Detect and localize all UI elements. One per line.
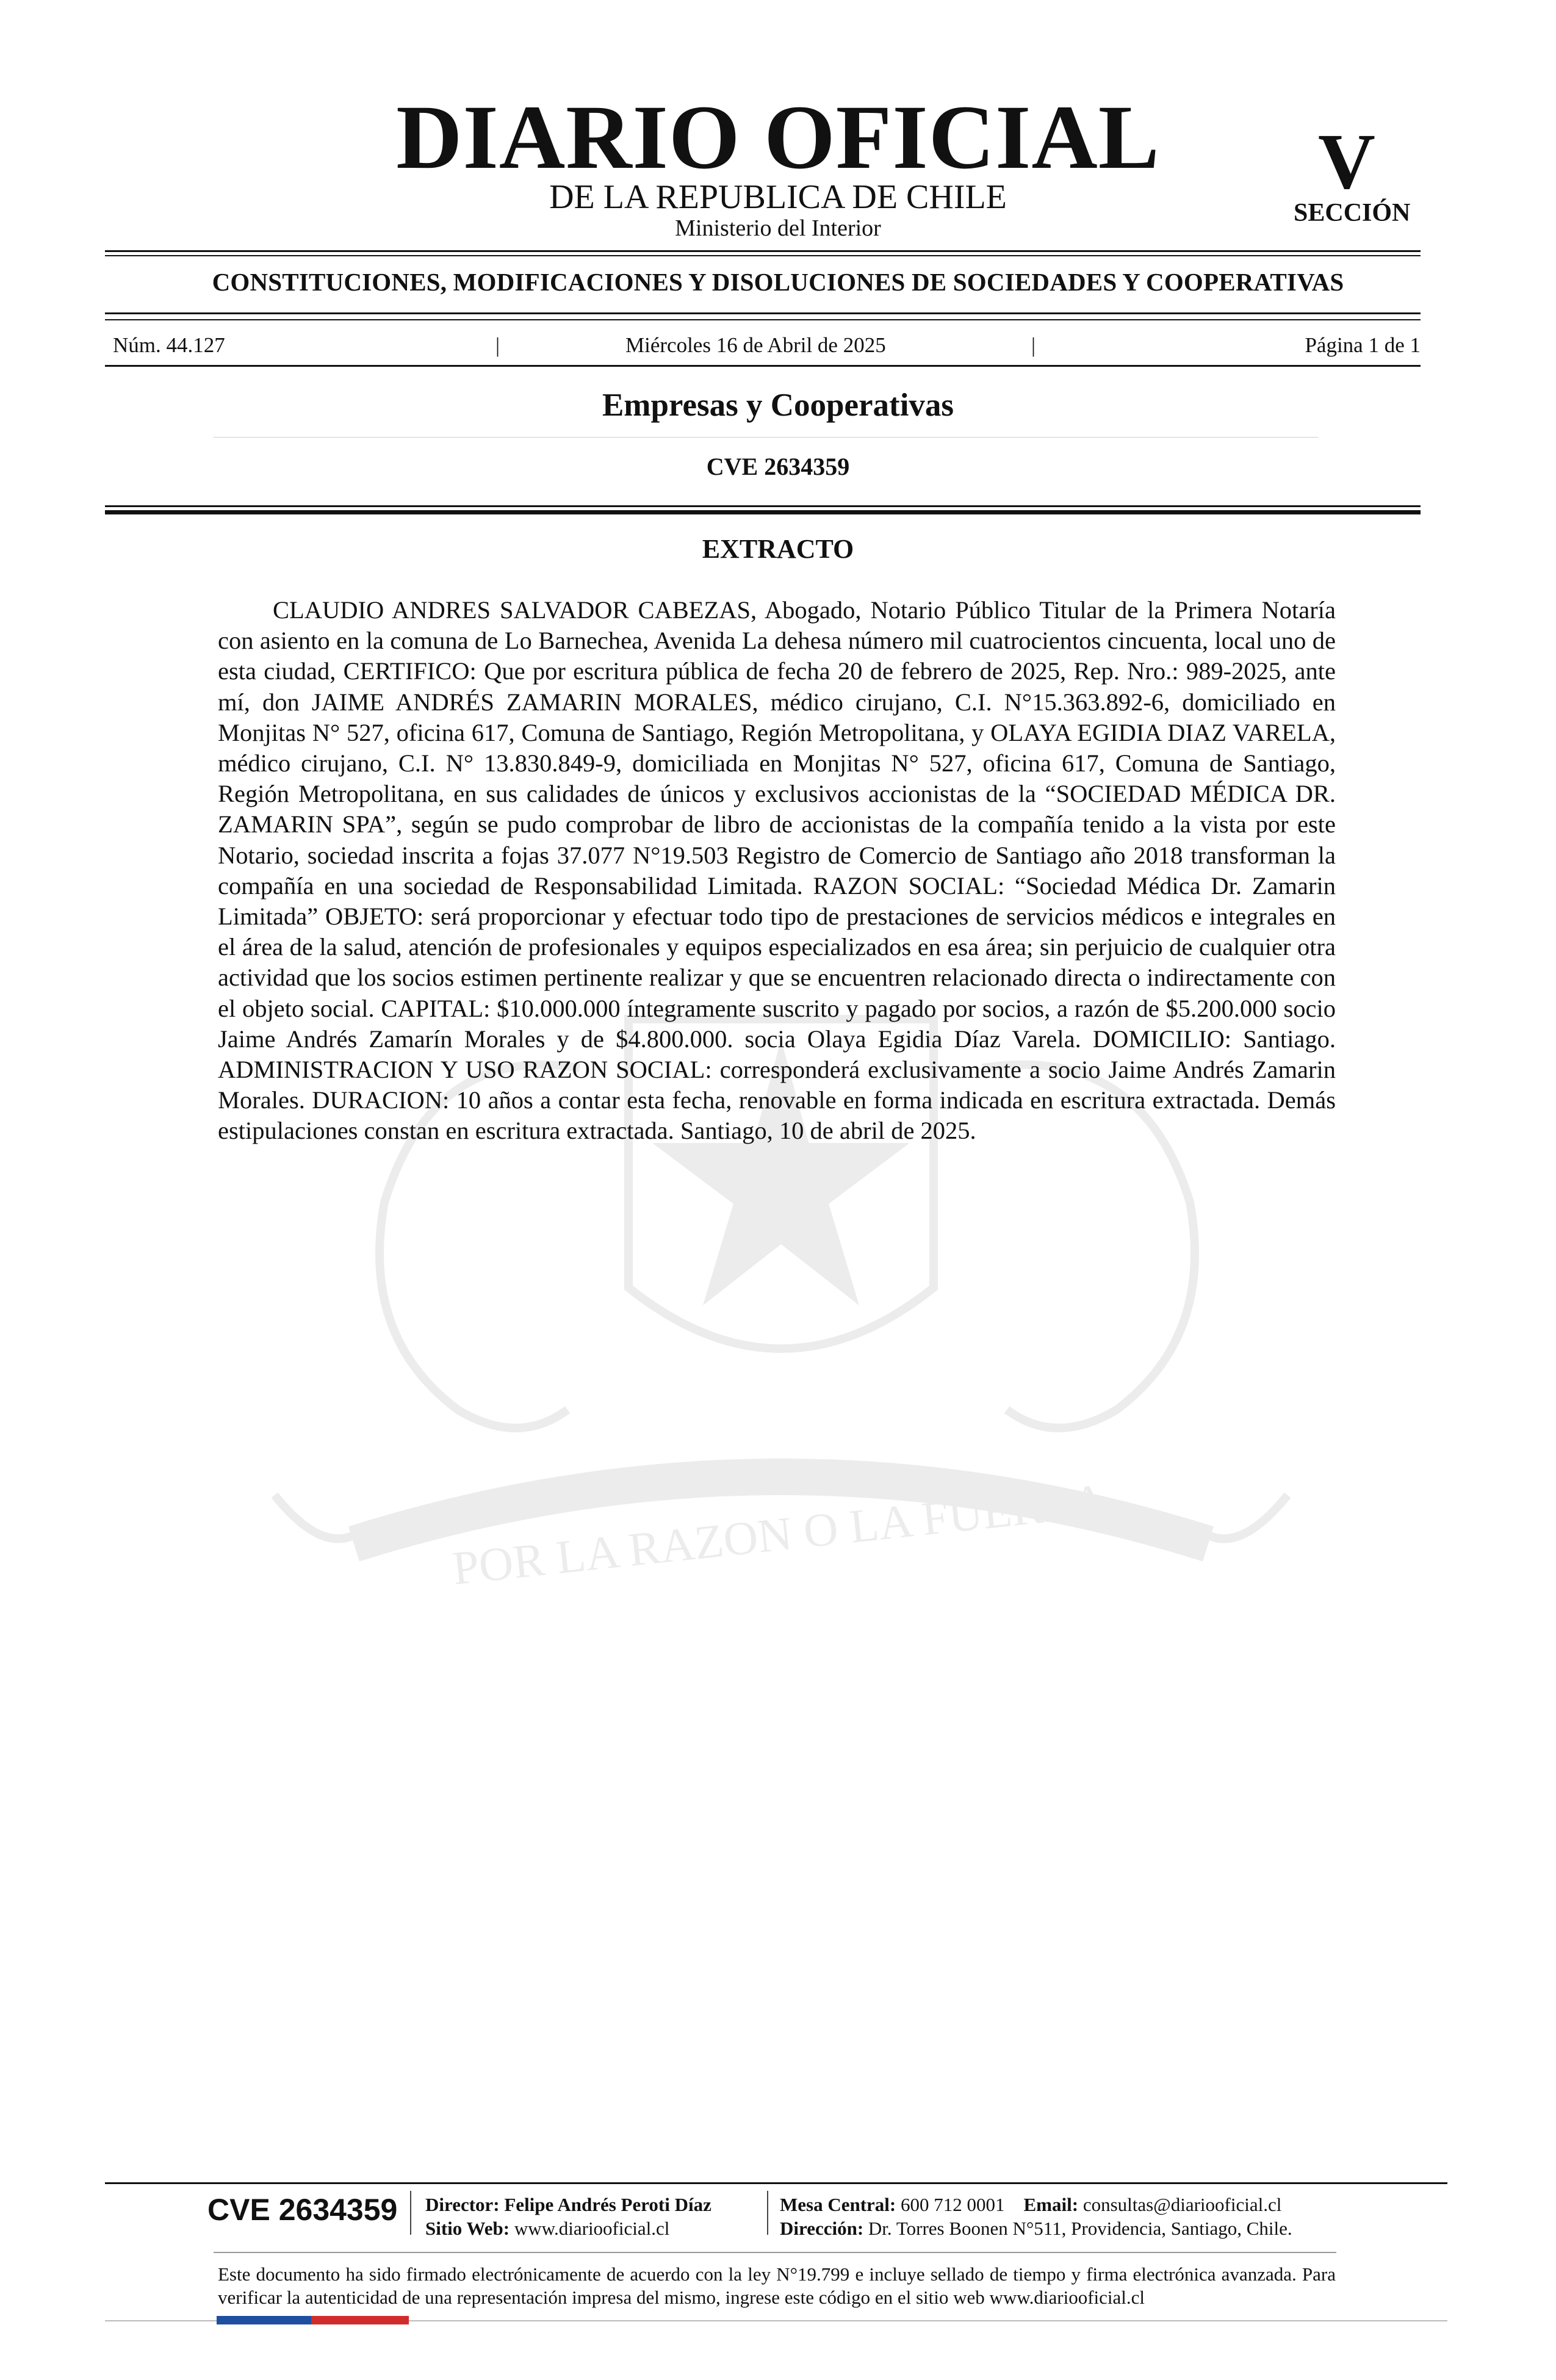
footer-separator	[767, 2191, 768, 2235]
newspaper-subtitle: DE LA REPUBLICA DE CHILE	[549, 178, 1007, 216]
meta-rule	[105, 365, 1421, 367]
signature-note: Este documento ha sido firmado electrónicamente de acuerdo con la ley N°19.799 e incluye sellado de tiempo y firma electrónica avanzada. Para verificar la autenticidad de una representación impresa del mismo, ingrese este código en el sitio web www.diariooficial.cl	[218, 2263, 1336, 2308]
page-number: Página 1 de 1	[1305, 333, 1421, 357]
section-label: SECCIÓN	[1294, 199, 1411, 227]
footer-address	[780, 2219, 1292, 2238]
meta-separator: |	[495, 333, 500, 357]
article-rule	[105, 510, 1421, 514]
footer-divider	[214, 2252, 1336, 2253]
website-label: Sitio Web:	[425, 2218, 510, 2239]
ministry-label: Ministerio del Interior	[675, 215, 881, 241]
article-rule	[105, 505, 1421, 507]
footer-separator	[410, 2191, 411, 2235]
footer-director	[425, 2195, 711, 2214]
website-link[interactable]: www.diariooficial.cl	[514, 2218, 670, 2239]
footer-contact	[780, 2195, 1281, 2214]
header-rule	[105, 250, 1421, 252]
section-heading: Empresas y Cooperativas	[602, 388, 954, 423]
director-name: Felipe Andrés Peroti Díaz	[504, 2194, 711, 2215]
footer-website	[425, 2219, 669, 2238]
category-rule	[105, 312, 1421, 314]
flag-stripe-blue	[217, 2316, 311, 2324]
address-label: Dirección:	[780, 2218, 864, 2239]
footer-rule	[105, 2182, 1447, 2184]
phone-label: Mesa Central:	[780, 2194, 896, 2215]
footer-cve-code: CVE 2634359	[207, 2193, 398, 2227]
category-rule	[105, 319, 1421, 320]
watermark-motto: POR LA RAZON O LA FUERZA	[450, 1473, 1109, 1595]
meta-separator: |	[1031, 333, 1036, 357]
email-label: Email:	[1023, 2194, 1079, 2215]
article-body: CLAUDIO ANDRES SALVADOR CABEZAS, Abogado, Notario Público Titular de la Primera Notaría con asiento en la comuna de Lo Barnechea, Avenida La dehesa número mil cuatrocientos cincuenta, local uno de esta ciudad, CERTIFICO: Que por escritura pública de fecha 20 de febrero de 2025, Rep. Nro.: 989-2025, ante mí, don JAIME ANDRÉS ZAMARIN MORALES, médico cirujano, C.I. N°15.363.892-6, domiciliado en Monjitas N° 527, oficina 617, Comuna de Santiago, Región Metropolitana, y OLAYA EGIDIA DIAZ VARELA, médico cirujano, C.I. N° 13.830.849-9, domiciliada en Monjitas N° 527, oficina 617, Comuna de Santiago, Región Metropolitana, en sus calidades de únicos y exclusivos accionistas de la “SOCIEDAD MÉDICA DR. ZAMARIN SPA”, según se pudo comprobar de libro de accionistas de la compañía tenido a la vista por este Notario, sociedad inscrita a fojas 37.077 N°19.503 Registro de Comercio de Santiago año 2018 transforman la compañía en una sociedad de Responsabilidad Limitada. RAZON SOCIAL: “Sociedad Médica Dr. Zamarin Limitada” OBJETO: será proporcionar y efectuar todo tipo de prestaciones de servicios médicos e integrales en el área de la salud, atención de profesionales y equipos especializados en esa área; sin perjuicio de cualquier otra actividad que los socios estimen pertinente realizar y que se encuentren relacionado directa o indirectamente con el objeto social. CAPITAL: $10.000.000 íntegramente suscrito y pagado por socios, a razón de $5.200.000 socio Jaime Andrés Zamarín Morales y de $4.800.000. socia Olaya Egidia Díaz Varela. DOMICILIO: Santiago. ADMINISTRACION Y USO RAZON SOCIAL: corresponderá exclusivamente a socio Jaime Andrés Zamarin Morales. DURACION: 10 años a contar esta fecha, renovable en forma indicada en escritura extractada. Demás estipulaciones constan en escritura extractada. Santiago, 10 de abril de 2025.	[218, 596, 1336, 1145]
category-title: CONSTITUCIONES, MODIFICACIONES Y DISOLUCIONES DE SOCIEDADES Y COOPERATIVAS	[212, 268, 1344, 296]
director-label: Director:	[425, 2194, 500, 2215]
newspaper-title: DIARIO OFICIAL	[396, 87, 1160, 188]
heading-divider	[214, 437, 1318, 438]
issue-number: Núm. 44.127	[113, 333, 225, 357]
phone-value: 600 712 0001	[901, 2194, 1005, 2215]
header-rule	[105, 255, 1421, 256]
address-value: Dr. Torres Boonen N°511, Providencia, Santiago, Chile.	[868, 2218, 1292, 2239]
email-link[interactable]: consultas@diariooficial.cl	[1082, 2194, 1282, 2215]
section-letter: V	[1318, 118, 1375, 206]
issue-date: Miércoles 16 de Abril de 2025	[625, 333, 886, 357]
flag-stripe-red	[311, 2316, 409, 2324]
cve-code: CVE 2634359	[706, 453, 850, 480]
article-title: EXTRACTO	[702, 534, 854, 564]
